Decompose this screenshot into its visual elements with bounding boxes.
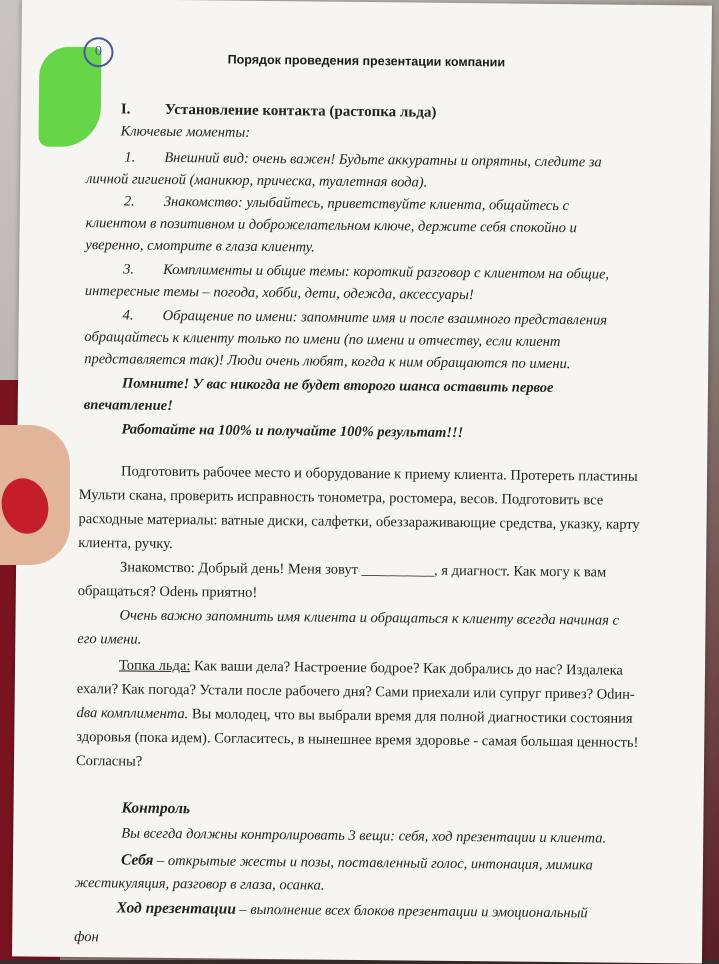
intro-line1: Знакомство: Добрый день! Меня зовут __________, я диагност. Как могу к вам (119, 559, 607, 581)
control-flow-line2: фон (74, 928, 99, 946)
intro-line2: обращаться? Оdень приятно! (77, 583, 258, 601)
control-self-line (121, 849, 593, 876)
item2-number: 2. (123, 193, 135, 210)
remember-line1: Помните! У вас никогда не будет второго шанса оставить первое (121, 375, 554, 396)
item2-line1: Знакомство: улыбайтесь, приветствуйте клиента, общайтесь с (163, 193, 570, 215)
item3-line1: Комплименты и общие темы: короткий разговор с клиентом на общие, (163, 261, 610, 283)
control-self-text: – открытые жесты и позы, поставленный голос, интонация, мимика (153, 852, 593, 874)
item1-line1: Внешний вид: очень важен! Будьте аккуратны и опрятны, следите за (164, 149, 602, 171)
icebreak-text1: Как ваши дела? Настроение бодрое? Как добрались до нас? Издалека (190, 658, 624, 679)
prep-line3: расходные материалы: ватные диски, салфетки, обеззараживающие средства, указку, карту (78, 511, 640, 533)
document-title: Порядок проведения презентации компании (227, 52, 506, 70)
item1-line2: личной гигиеной (маникюр, прическа, туалетная вода). (86, 171, 428, 191)
item3-number: 3. (123, 261, 135, 278)
prep-line1: Подготовить рабочее место и оборудование к приему клиента. Протереть пластины (120, 463, 638, 485)
control-flow-line (116, 897, 587, 924)
prep-line2: Мульти скана, проверить исправность тонометра, ростомера, весов. Подготовить все (78, 487, 604, 509)
icebreak-line2: ехали? Как погода? Устали после рабочего дня? Сами приехали или супруг привез? Оdин- (76, 680, 635, 703)
control-heading: Контроль (121, 799, 191, 818)
icebreak-line5: Согласны? (75, 752, 143, 770)
section1-number: I. (120, 101, 131, 118)
icebreak-line4: здоровья (пока идем). Согласитесь, в нынешнее время здоровье - самая большая ценность! (76, 728, 639, 751)
icebreak-compliment: dва комплимента. (76, 704, 189, 723)
important-line2: его имени. (77, 631, 142, 648)
item1-number: 1. (124, 149, 136, 166)
paper-sheet (12, 0, 712, 964)
item2-line3: уверенно, смотрите в глаза клиенту. (85, 237, 315, 256)
item4-number: 4. (122, 307, 134, 324)
icebreak-line3 (76, 703, 632, 730)
icebreak-text3: Вы молодец, что вы выбрали время для полной диагностики состояния (188, 706, 633, 727)
control-flow-text: – выполнение всех блоков презентации и эмоциональный (235, 901, 588, 922)
item3-line2: интересные темы – погода, хобби, дети, одежда, аксессуары! (84, 283, 474, 304)
icebreak-label: Топка льда: (118, 657, 191, 675)
control-flow-label: Ход презентации (116, 899, 236, 918)
item4-line1: Обращение по имени: запомните имя и после взаимного представления (162, 307, 608, 329)
work-line: Работайте на 100% и получайте 100% результат!!! (121, 421, 464, 442)
control-self-line2: жестикуляция, разговор в глаза, осанка. (74, 874, 325, 894)
control-line1: Вы всегда должны контролировать 3 вещи: себя, ход презентации и клиента. (121, 825, 607, 847)
item4-line2: обращайтесь к клиенту только по имени (по имени и отчеству, если клиент (84, 329, 561, 351)
remember-line2: впечатление! (83, 397, 173, 414)
control-self-label: Себя (120, 851, 154, 869)
important-line1: Очень важно запомнить имя клиента и обращаться к клиенту всегда начиная с (119, 607, 620, 629)
circled-mark: 0 (83, 37, 113, 67)
key-points-label: Ключевые моменты: (120, 123, 251, 141)
prep-line4: клиента, ручку. (78, 535, 173, 552)
icebreak-line1 (119, 655, 623, 681)
section1-heading: Установление контакта (растопка льда) (164, 101, 437, 121)
item4-line3: представляется так)! Люди очень любят, когда к ним обращаются по имени. (84, 351, 571, 373)
item2-line2: клиентом в позитивном и доброжелательном ключе, держите себя спокойно и (85, 215, 577, 237)
